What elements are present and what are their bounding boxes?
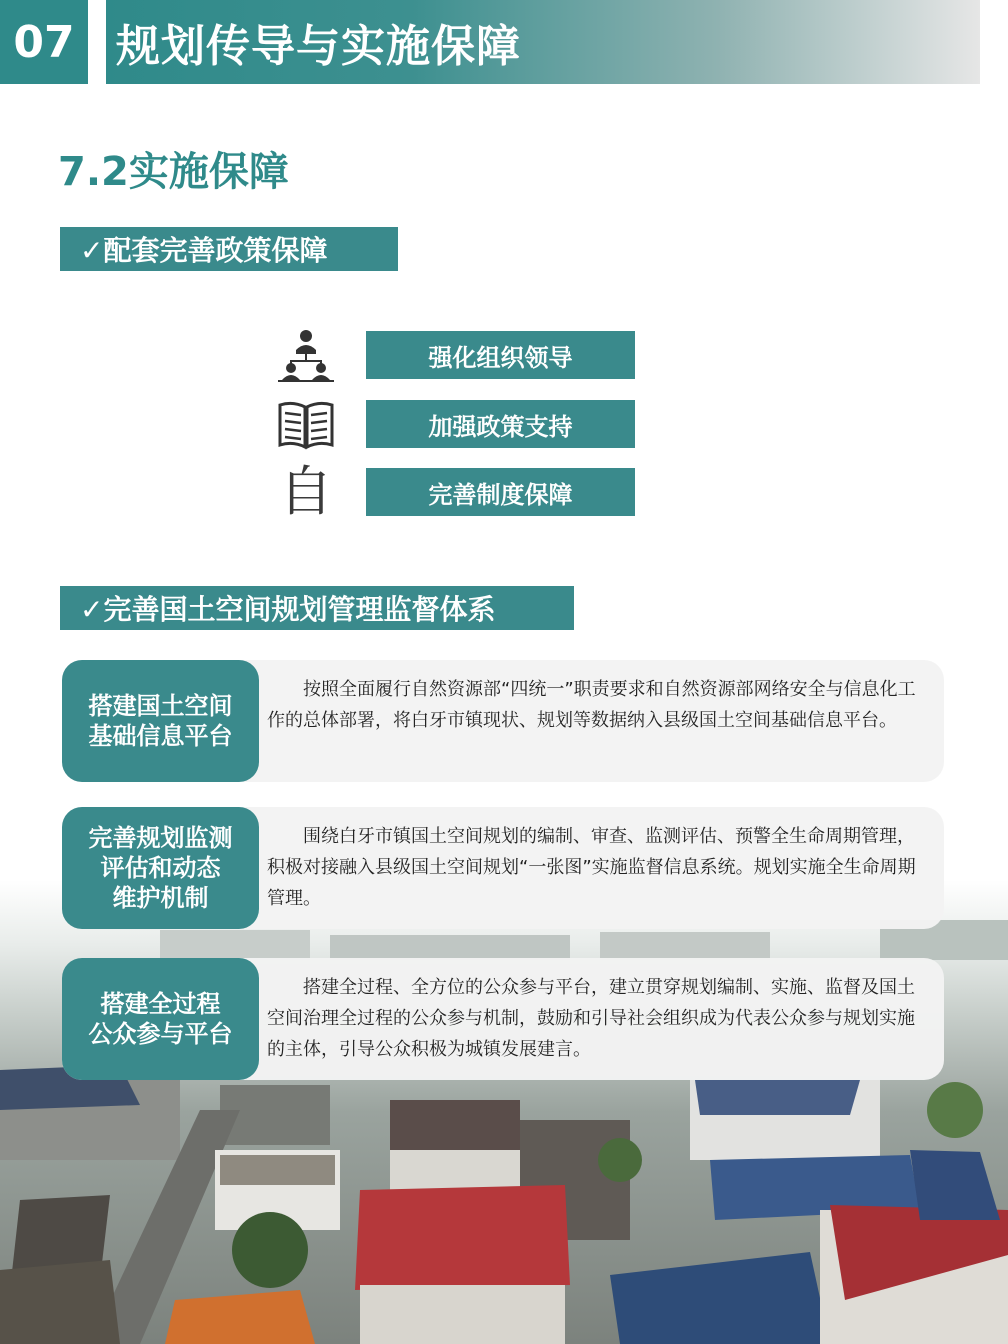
card-title: 完善规划监测 评估和动态 维护机制 — [62, 807, 259, 929]
zi-character-icon — [276, 460, 336, 523]
policy-item-support: 加强政策支持 — [366, 400, 635, 448]
info-card — [62, 807, 944, 929]
zi-glyph: 自 — [279, 460, 333, 523]
card-text: 搭建全过程、全方位的公众参与平台，建立贯穿规划编制、实施、监督及国土空间治理全过程的公众参与机制，鼓励和引导社会组织成为代表公众参与规划实施的主体，引导公众积极为城镇发展建言。 — [267, 977, 915, 1060]
info-card — [62, 958, 944, 1080]
card-text: 围绕白牙市镇国土空间规划的编制、审查、监测评估、预警全生命周期管理，积极对接融入县级国土空间规划“一张图”实施监督信息系统。规划实施全生命周期管理。 — [267, 826, 916, 909]
chapter-title: 规划传导与实施保障 — [116, 21, 521, 72]
policy-item-institution: 完善制度保障 — [366, 468, 635, 516]
village-aerial-photo — [0, 880, 1008, 1344]
card-text: 按照全面履行自然资源部“四统一”职责要求和自然资源部网络安全与信息化工作的总体部署，将白牙市镇现状、规划等数据纳入县级国土空间基础信息平台。 — [267, 679, 916, 731]
card-title: 搭建国土空间 基础信息平台 — [62, 660, 259, 782]
card-title: 搭建全过程 公众参与平台 — [62, 958, 259, 1080]
policy-item-leadership: 强化组织领导 — [366, 331, 635, 379]
chapter-title-bar — [106, 0, 980, 84]
info-card — [62, 660, 944, 782]
open-book-icon — [276, 397, 336, 453]
org-chart-people-icon — [276, 326, 336, 382]
section-title: 7.2实施保障 — [58, 149, 289, 195]
policy-heading: ✓配套完善政策保障 — [60, 227, 398, 271]
chapter-number: 07 — [0, 0, 88, 84]
supervision-heading: ✓完善国土空间规划管理监督体系 — [60, 586, 574, 630]
